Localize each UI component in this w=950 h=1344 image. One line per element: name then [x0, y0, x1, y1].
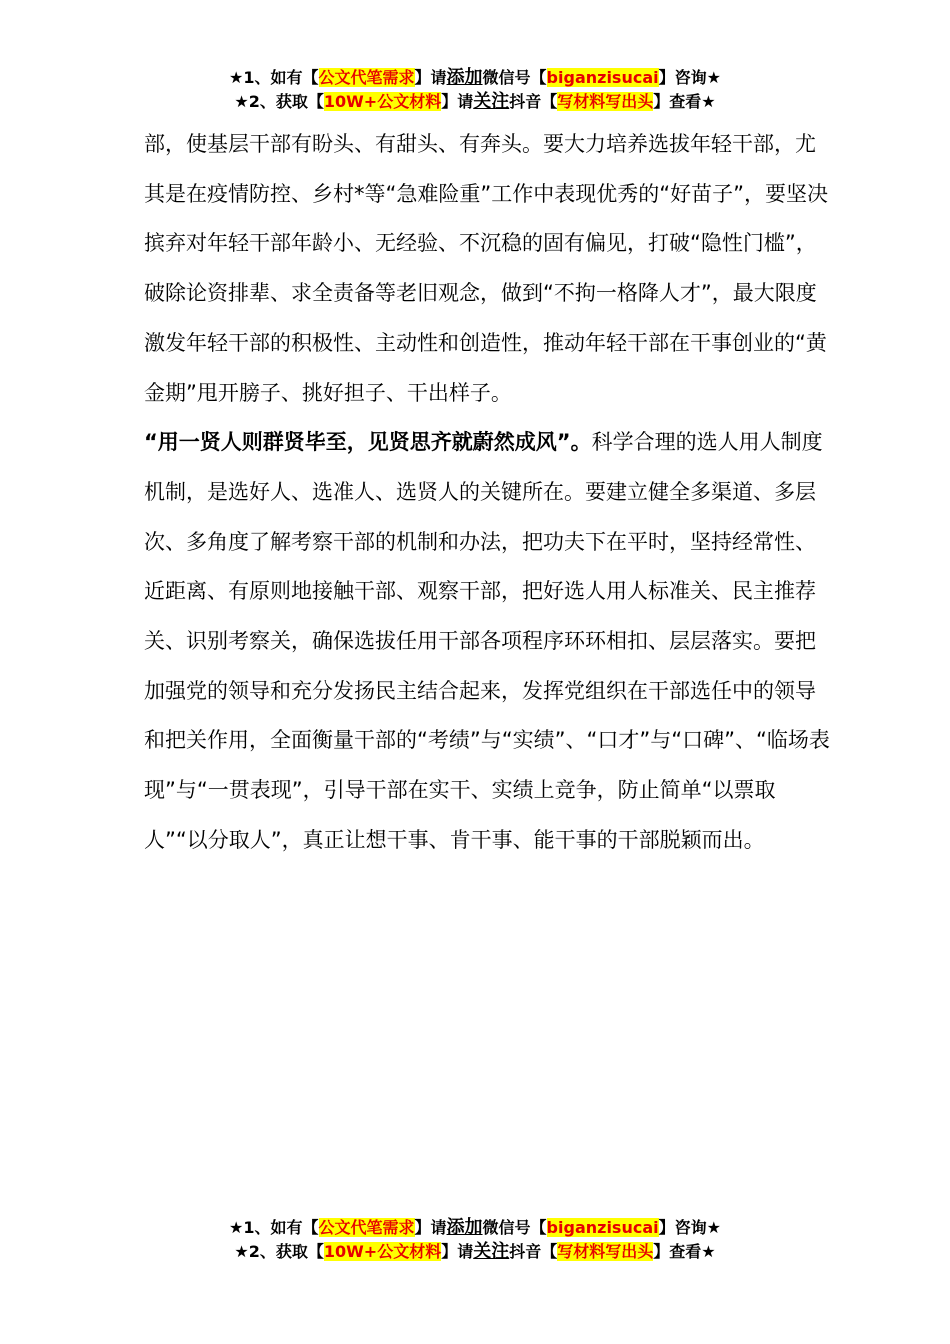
banner-highlight: 公文代笔需求	[318, 1218, 415, 1237]
banner-text: 】请	[441, 1242, 474, 1261]
banner-text: 抖音【	[509, 1242, 558, 1261]
banner-line-2	[0, 1240, 950, 1264]
paragraph-2-lead-quote: “用一贤人则群贤毕至，见贤思齐就蔚然成风”。	[144, 430, 592, 455]
banner-highlight: 公文代笔需求	[318, 68, 415, 87]
banner-highlight-douyin: 写材料写出头	[557, 92, 654, 111]
banner-text: 】查看★	[653, 1242, 716, 1261]
document-body	[144, 120, 834, 866]
banner-highlight-wechat-id: biganzisucai	[546, 68, 659, 87]
banner-line-2	[0, 90, 950, 114]
paragraph-2-text: 科学合理的选人用人制度机制，是选好人、选准人、选贤人的关键所在。要建立健全多渠道、多层次、多角度了解考察干部的机制和办法，把功夫下在平时，坚持经常性、近距离、有原则地接触干部、观察干部，把好选人用人标准关、民主推荐关、识别考察关，确保选拔任用干部各项程序环环相扣、层层落实。要把加强党的领导和充分发扬民主结合起来，发挥党组织在干部选任中的领导和把关作用，全面衡量干部的“考绩”与“实绩”、“口才”与“口碑”、“临场表现”与“一贯表现”，引导干部在实干、实绩上竞争，防止简单“以票取人”“以分取人”，真正让想干事、肯干事、能干事的干部脱颖而出。	[144, 430, 830, 852]
banner-text: ★1、如有【	[229, 68, 319, 87]
banner-text: 】请	[414, 68, 447, 87]
banner-text: 微信号【	[482, 1218, 547, 1237]
banner-text: ★1、如有【	[229, 1218, 319, 1237]
banner-highlight: 10W+公文材料	[323, 92, 442, 111]
banner-text: 】请	[441, 92, 474, 111]
banner-text: ★2、获取【	[234, 92, 324, 111]
banner-highlight-wechat-id: biganzisucai	[546, 1218, 659, 1237]
header-banner	[0, 66, 950, 114]
banner-text: 】请	[414, 1218, 447, 1237]
banner-underlined: 添加	[446, 67, 483, 88]
banner-text: 微信号【	[482, 68, 547, 87]
paragraph-2	[144, 418, 834, 865]
banner-text: 】查看★	[653, 92, 716, 111]
banner-underlined: 关注	[473, 91, 510, 112]
banner-text: 】咨询★	[658, 1218, 721, 1237]
banner-line-1	[0, 66, 950, 90]
banner-text: 抖音【	[509, 92, 558, 111]
banner-underlined: 添加	[446, 1217, 483, 1238]
banner-highlight-douyin: 写材料写出头	[557, 1242, 654, 1261]
paragraph-1: 部，使基层干部有盼头、有甜头、有奔头。要大力培养选拔年轻干部，尤其是在疫情防控、乡村*等“急难险重”工作中表现优秀的“好苗子”，要坚决摈弃对年轻干部年龄小、无经验、不沉稳的固有偏见，打破“隐性门槛”，破除论资排辈、求全责备等老旧观念，做到“不拘一格降人才”，最大限度激发年轻干部的积极性、主动性和创造性，推动年轻干部在干事创业的“黄金期”甩开膀子、挑好担子、干出样子。	[144, 132, 829, 405]
footer-banner	[0, 1216, 950, 1264]
banner-text: 】咨询★	[658, 68, 721, 87]
banner-line-1	[0, 1216, 950, 1240]
banner-underlined: 关注	[473, 1241, 510, 1262]
banner-text: ★2、获取【	[234, 1242, 324, 1261]
banner-highlight: 10W+公文材料	[323, 1242, 442, 1261]
